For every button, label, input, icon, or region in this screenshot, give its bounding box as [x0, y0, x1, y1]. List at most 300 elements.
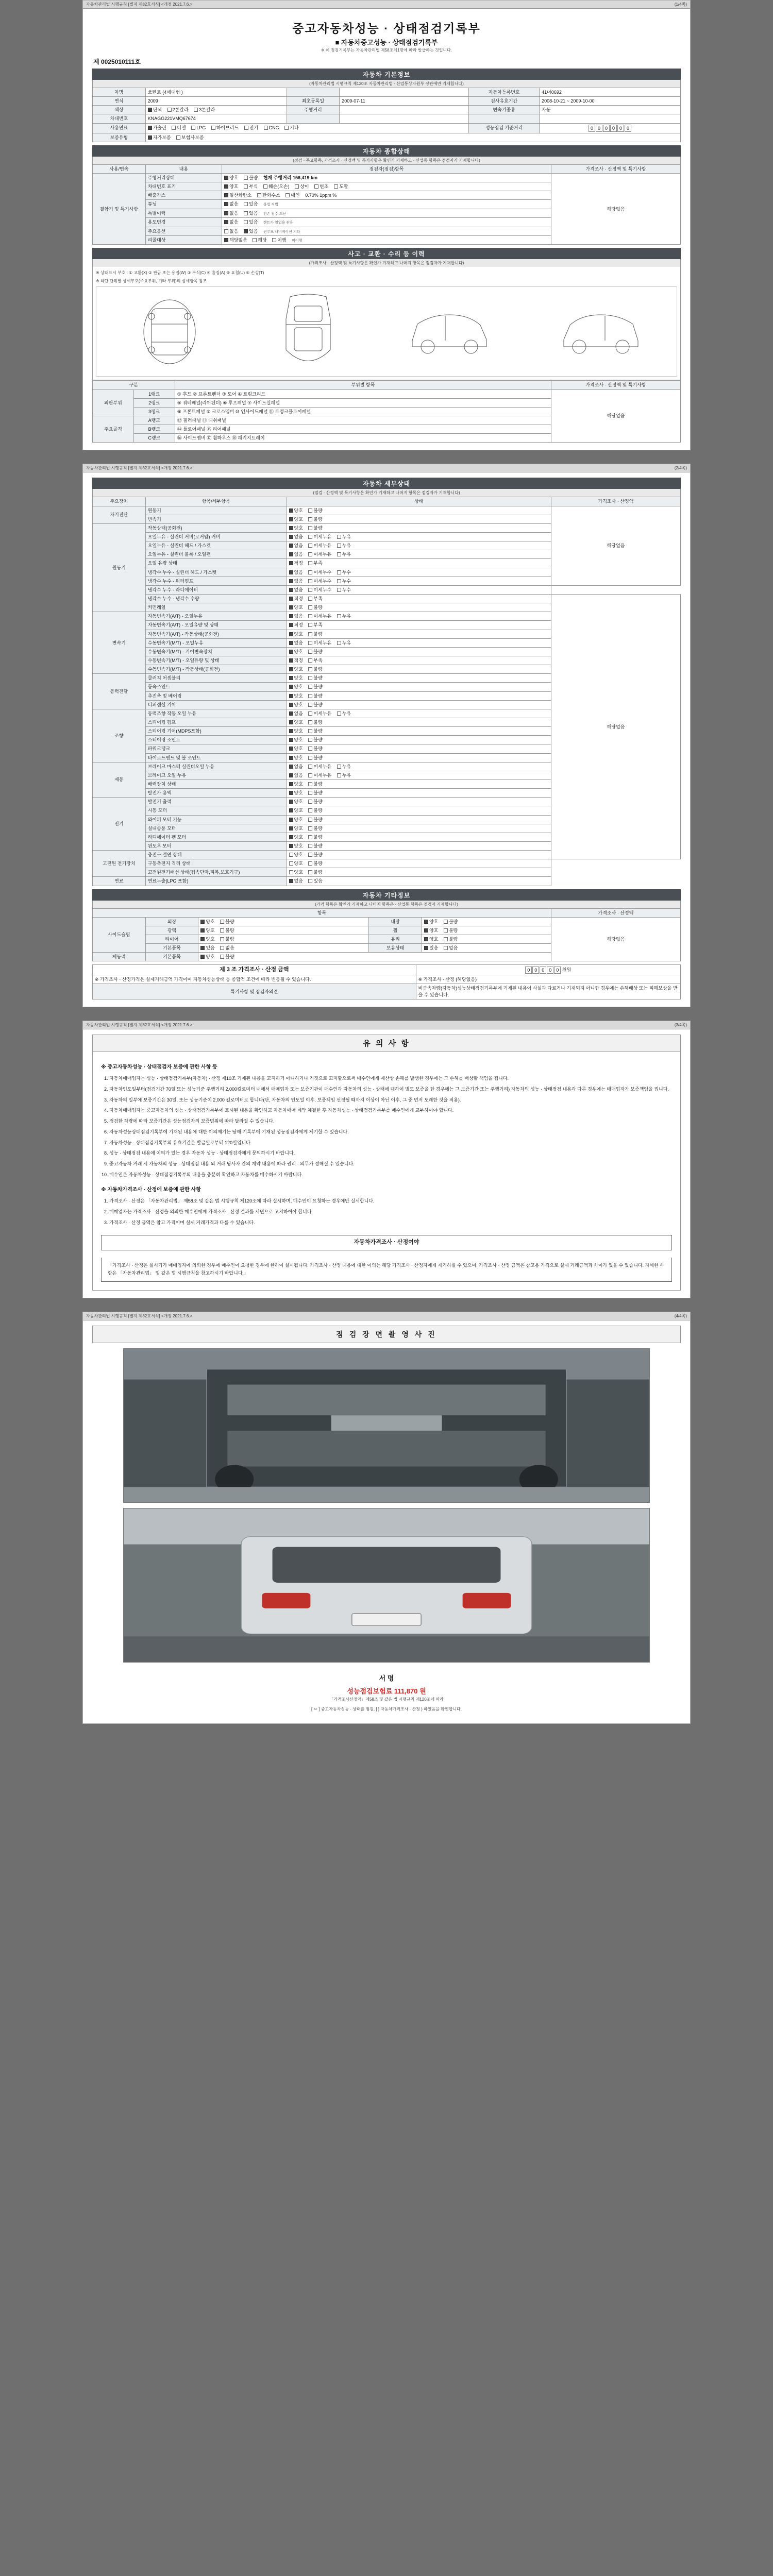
- opt-bad[interactable]: 불량: [308, 745, 322, 752]
- opt-good[interactable]: 양호: [200, 936, 214, 942]
- checkbox-icon: [289, 667, 293, 671]
- checkbox-icon: [308, 756, 312, 760]
- col-header-state: 상태: [287, 497, 551, 506]
- checkbox-icon: [308, 694, 312, 698]
- item-value-history: [222, 209, 551, 217]
- checkbox-icon: [337, 579, 341, 583]
- row-value-vin: KNAGG221VMQ67674: [145, 114, 287, 123]
- item-value-recall: [222, 236, 551, 245]
- opt-bad[interactable]: 불량: [308, 843, 322, 849]
- part-cat-exterior: 외판부위: [93, 389, 134, 416]
- checkbox-icon: [244, 202, 248, 206]
- opt-micro[interactable]: 미세누유: [308, 710, 331, 717]
- opt-bad[interactable]: 불량: [308, 799, 322, 805]
- car-side-right-svg: [560, 303, 642, 360]
- opt-leak[interactable]: 누유: [337, 534, 351, 540]
- checkbox-icon: [289, 658, 293, 663]
- digit-3: 0: [610, 125, 617, 132]
- color-option-three[interactable]: 3톤칼라: [194, 107, 215, 113]
- opt-micro[interactable]: 미세누유: [308, 640, 331, 646]
- opt-bad[interactable]: 불량: [220, 954, 234, 960]
- opt-differ[interactable]: 상이: [295, 183, 309, 190]
- checkbox-icon: [244, 220, 248, 224]
- accident-note: (가격조사 · 산정액 및 특기사항은 확인가 기재하고 나머지 항목은 점검자가 기재합니다): [92, 259, 681, 267]
- row-label-plate: 자동차등록번호: [469, 88, 540, 97]
- checkbox-icon: [289, 703, 293, 707]
- checkbox-icon: [308, 711, 312, 716]
- price-note-checkbox: ※ 가격조사 · 산정 (해당없음): [416, 975, 680, 984]
- opt-leak[interactable]: 누유: [337, 551, 351, 557]
- item-label-pt-2: 추진축 및 베어링: [145, 691, 287, 700]
- opt-good[interactable]: 양호: [289, 516, 303, 522]
- checkbox-icon: [337, 641, 341, 645]
- opt-bad[interactable]: 불량: [308, 834, 322, 840]
- checkbox-icon: [308, 685, 312, 689]
- checkbox-icon: [308, 650, 312, 654]
- row-label-firstreg: 최초등록일: [287, 97, 340, 106]
- opt-good[interactable]: 양호: [289, 790, 303, 796]
- fuel-option-electric[interactable]: 전기: [244, 125, 258, 131]
- item-label-el-1: 시동 모터: [145, 806, 287, 815]
- checkbox-icon: [289, 561, 293, 565]
- opt-ok[interactable]: 적정: [289, 560, 303, 566]
- item-state-st-4: [287, 744, 551, 753]
- opt-none[interactable]: 없음: [289, 534, 303, 540]
- warranty-option-insurance[interactable]: 보험사보증: [176, 134, 204, 141]
- opt-none[interactable]: 없음: [289, 587, 303, 593]
- opt-none[interactable]: 없음: [289, 551, 303, 557]
- checkbox-icon: [289, 800, 293, 804]
- opt-na[interactable]: 해당없음: [224, 237, 247, 243]
- checkbox-icon: [337, 552, 341, 556]
- fee-line: [92, 1684, 681, 1697]
- opt-hc[interactable]: 탄화수소: [257, 192, 280, 198]
- opt-low[interactable]: 부족: [308, 560, 322, 566]
- opt-bad[interactable]: 불량: [308, 675, 322, 681]
- checkbox-icon: [308, 605, 312, 609]
- item-label-el-5: 윈도우 모터: [145, 841, 287, 850]
- checkbox-icon: [253, 238, 257, 242]
- opt-bad[interactable]: 불량: [308, 604, 322, 611]
- warranty-option-self[interactable]: 자가보증: [148, 134, 171, 141]
- opt-good[interactable]: 양호: [289, 649, 303, 655]
- table-row: [93, 984, 681, 999]
- item-label-fu-0: 연료누출(LPG 포함): [145, 877, 287, 886]
- opt-good[interactable]: 양호: [289, 834, 303, 840]
- opt-none[interactable]: 없음: [444, 945, 458, 951]
- item-state-br-1: [287, 771, 551, 779]
- opt-co[interactable]: 일산화탄소: [224, 192, 251, 198]
- accident-price-note: 해당없음: [551, 389, 680, 443]
- part-items-rankc: ⑯ 사이드멤버 ⑰ 휠하우스 ⑱ 패키지트레이: [175, 434, 551, 443]
- checkbox-icon: [244, 176, 248, 180]
- opt-micro[interactable]: 미세누유: [308, 613, 331, 619]
- opt-bad[interactable]: 불량: [308, 719, 322, 725]
- checkbox-icon: [220, 937, 224, 941]
- opt-yes[interactable]: 있음: [244, 201, 258, 207]
- table-row: [93, 106, 681, 114]
- opt-good[interactable]: 양호: [289, 843, 303, 849]
- opt-bad[interactable]: 불량: [308, 825, 322, 832]
- item-value-options: [222, 227, 551, 235]
- opt-bad[interactable]: 불량: [308, 781, 322, 787]
- opt-low[interactable]: 부족: [308, 657, 322, 664]
- etc-label-0b: 내장: [369, 917, 422, 926]
- opt-good[interactable]: 양호: [289, 799, 303, 805]
- opt-leak[interactable]: 누유: [337, 640, 351, 646]
- opt-good[interactable]: 양호: [289, 507, 303, 514]
- checkbox-icon: [308, 570, 312, 574]
- opt-good[interactable]: 양호: [289, 807, 303, 814]
- opt-yes[interactable]: 있음: [244, 228, 258, 234]
- price-table: [92, 964, 681, 999]
- opt-leak[interactable]: 누유: [337, 710, 351, 717]
- checkbox-icon: [289, 818, 293, 822]
- opt-none[interactable]: 없음: [289, 543, 303, 549]
- opt-good[interactable]: 양호: [224, 183, 238, 190]
- checkbox-icon: [308, 853, 312, 857]
- checkbox-icon: [289, 808, 293, 812]
- item-state-tr-3: [287, 638, 551, 647]
- list-item: 9. 중고자동차 거래 시 자동차의 성능 · 상태점검 내용 외 거래 당사자 간의 계약 내용에 따라 권리 · 의무가 정해질 수 있습니다.: [109, 1160, 672, 1168]
- opt-ok[interactable]: 적정: [289, 622, 303, 628]
- opt-bad[interactable]: 불량: [220, 927, 234, 934]
- car-top-view: [277, 291, 339, 373]
- detail-note: (점검 · 산정액 및 특기사항은 확인가 기재하고 나머지 항목은 점검자가 기재합니다): [92, 489, 681, 497]
- opt-bad[interactable]: 불량: [244, 175, 258, 181]
- etc-price-note: 해당없음: [551, 917, 680, 961]
- checkbox-icon: [424, 928, 428, 933]
- opt-leak[interactable]: 누수: [337, 569, 351, 575]
- checkbox-icon: [308, 800, 312, 804]
- opt-none[interactable]: 없음: [289, 764, 303, 770]
- list-item: 3. 가격조사 · 산정 금액은 참고 가격이며 실제 거래가격과 다를 수 있습니다.: [109, 1219, 672, 1227]
- table-row: [93, 123, 681, 133]
- page-4: [82, 1312, 691, 1724]
- opt-bad[interactable]: 불량: [308, 728, 322, 734]
- opt-good[interactable]: 양호: [424, 919, 438, 925]
- part-rank-1: 1랭크: [133, 389, 175, 398]
- opt-erased[interactable]: 도말: [334, 183, 348, 190]
- opt-low[interactable]: 부족: [308, 622, 322, 628]
- opt-good[interactable]: 양호: [289, 719, 303, 725]
- opt-good[interactable]: 양호: [289, 702, 303, 708]
- opt-none[interactable]: 없음: [224, 210, 238, 216]
- item-label-tr-5: 수동변속기(M/T) - 오일유량 및 상태: [145, 656, 287, 665]
- item-state-pt-3: [287, 700, 551, 709]
- opt-micro[interactable]: 미세누수: [308, 569, 331, 575]
- opt-corrosion[interactable]: 부식: [244, 183, 258, 190]
- col-header-etc-items: 항목: [93, 908, 551, 917]
- opt-bad[interactable]: 불량: [308, 525, 322, 531]
- price-title: 제 3 조 가격조사 · 산정 금액: [93, 965, 416, 975]
- opt-yes[interactable]: 있음: [244, 219, 258, 225]
- document-subtitle: ■ 자동차중고성능 · 상태점검기록부: [335, 39, 438, 46]
- opt-good[interactable]: 양호: [289, 604, 303, 611]
- photos-title: 점 검 장 면 촬 영 사 진: [92, 1326, 681, 1343]
- opt-yes[interactable]: 있음: [308, 878, 322, 884]
- opt-good[interactable]: 양호: [289, 525, 303, 531]
- opt-good[interactable]: 양호: [289, 745, 303, 752]
- opt-good[interactable]: 양호: [289, 631, 303, 637]
- checkbox-icon: [257, 193, 261, 197]
- disclaimer-text: 「가격조사 · 산정은 실시기가 매매업자에 의뢰한 경우에 매수인이 요청한 경우에 한하여 실시됩니다. 가격조사 · 산정 내용에 대한 이의는 해당 가격조사 · 산정자에게 제기하실 수 있으며, 가격조사 · 산정 금액은 참고용 가격으로 실제 거래금액과 차이가 있을 수 있습니다. 자세한 사항은 「자동차관리법」 및 같은 법 시행규칙을 참고하시기 바랍니다.」: [101, 1258, 672, 1282]
- opt-good[interactable]: 양호: [200, 954, 214, 960]
- opt-leak[interactable]: 누수: [337, 587, 351, 593]
- checkbox-icon: [308, 614, 312, 618]
- item-label-eng-2: 오일누유 - 실린더 헤드 / 가스켓: [145, 541, 287, 550]
- color-option-two[interactable]: 2톤칼라: [167, 107, 189, 113]
- table-row: [93, 173, 681, 182]
- opt-leak[interactable]: 누유: [337, 764, 351, 770]
- item-state-sd-engine: [287, 506, 551, 515]
- opt-micro[interactable]: 미세누유: [308, 772, 331, 778]
- opt-bad[interactable]: 불량: [308, 693, 322, 699]
- etc-value-2: [198, 935, 369, 944]
- opt-good[interactable]: 양호: [289, 675, 303, 681]
- opt-micro[interactable]: 미세누수: [308, 578, 331, 584]
- checkbox-icon: [289, 782, 293, 786]
- item-label-usechange: 용도변경: [145, 218, 222, 227]
- etc-value-1b: [422, 926, 551, 935]
- opt-good[interactable]: 양호: [289, 852, 303, 858]
- opt-micro[interactable]: 미세누수: [308, 587, 331, 593]
- row-value-warranty: [145, 133, 680, 142]
- item-state-eng-9: [287, 603, 551, 612]
- item-label-eng-3: 오일누유 - 실린더 블록 / 오일팬: [145, 550, 287, 559]
- fuel-option-etc[interactable]: 기타: [284, 125, 298, 131]
- opt-good[interactable]: 양호: [289, 825, 303, 832]
- detail-band: 자동차 세부상태: [92, 478, 681, 489]
- item-state-el-3: [287, 824, 551, 833]
- overall-price-note: 해당없음: [551, 173, 680, 245]
- opt-none[interactable]: 없음: [289, 878, 303, 884]
- checkbox-icon: [308, 879, 312, 883]
- opt-micro[interactable]: 미세누유: [308, 543, 331, 549]
- opt-good[interactable]: 양호: [289, 860, 303, 867]
- col-header-part-price: 가격조사 · 산정액 및 특기사항: [551, 381, 680, 389]
- opt-done[interactable]: 이행: [272, 237, 286, 243]
- list-item: 2. 자동차인도일부터(점검기간 70일 또는 성능기준 주행거리 2,000킬로미터 내에서 매매업자 또는 보증기관이 매수인과 자동차의 성능 · 상태에 대하여 별도 보증을 한 경우에는 그 보증기간 또는 주행거리) 자동차의 성능 · 상태점검 내용과 다른 경우에는 매매업자가 보증책임을 집니다.: [109, 1086, 672, 1094]
- col-header-etc-price: 가격조사 · 산정액: [551, 908, 680, 917]
- table-row: [93, 88, 681, 97]
- item-label-recall: 리콜대상: [145, 236, 222, 245]
- checkbox-icon: [289, 720, 293, 724]
- opt-micro[interactable]: 미세누유: [308, 534, 331, 540]
- checkbox-icon: [167, 108, 172, 112]
- checkbox-icon: [289, 853, 293, 857]
- opt-none[interactable]: 없음: [224, 201, 238, 207]
- item-label-emission: 배출가스: [145, 191, 222, 200]
- options-extra: 썬루프 내비게이션 기타: [263, 230, 300, 234]
- detail-table: [92, 497, 681, 886]
- opt-bad[interactable]: 불량: [444, 927, 458, 934]
- opt-applicable[interactable]: 해당: [253, 237, 266, 243]
- opt-good[interactable]: 양호: [289, 693, 303, 699]
- digit-0: 0: [589, 125, 595, 132]
- opt-altered[interactable]: 변조: [314, 183, 328, 190]
- table-row: [93, 585, 681, 594]
- etc-cat-sideslip: 사이드슬립: [93, 917, 146, 953]
- opt-good[interactable]: 양호: [424, 927, 438, 934]
- opt-bad[interactable]: 불량: [308, 755, 322, 761]
- opt-bad[interactable]: 불량: [308, 702, 322, 708]
- item-state-el-4: [287, 833, 551, 841]
- checkbox-icon: [424, 937, 428, 941]
- page-3-strip: [83, 1021, 690, 1029]
- table-row: [93, 506, 681, 515]
- row-label-blank2: [287, 114, 340, 123]
- opt-good[interactable]: 양호: [289, 869, 303, 875]
- basic-info-table: [92, 88, 681, 142]
- form-reference-3: 자동차관리법 시행규칙 [별지 제82호서식] <개정 2021.7.6.>: [86, 1022, 193, 1027]
- fuel-option-cng[interactable]: CNG: [264, 125, 279, 131]
- opt-bad[interactable]: 불량: [444, 936, 458, 942]
- item-state-br-3: [287, 789, 551, 798]
- opt-bad[interactable]: 불량: [308, 852, 322, 858]
- checkbox-icon: [289, 509, 293, 513]
- item-label-vin-mark: 차대번호 표기: [145, 182, 222, 191]
- opt-none[interactable]: 없음: [224, 219, 238, 225]
- overall-band: 자동차 종합상태: [92, 145, 681, 157]
- item-state-eng-2: [287, 541, 551, 550]
- opt-yes[interactable]: 있음: [424, 945, 438, 951]
- opt-none[interactable]: 없음: [289, 710, 303, 717]
- opt-bad[interactable]: 불량: [444, 919, 458, 925]
- opt-bad[interactable]: 불량: [308, 684, 322, 690]
- col-header-part-group: 구분: [93, 381, 175, 389]
- opt-good[interactable]: 양호: [200, 919, 214, 925]
- opt-none[interactable]: 없음: [289, 569, 303, 575]
- item-label-st-1: 스티어링 펌프: [145, 718, 287, 726]
- row-value-carname: 쏘렌토 (4세대형 ): [145, 88, 287, 97]
- fuel-option-lpg[interactable]: LPG: [191, 125, 206, 131]
- opt-yes[interactable]: 있음: [244, 210, 258, 216]
- opt-smoke[interactable]: 매연: [285, 192, 299, 198]
- opt-bad[interactable]: 불량: [308, 869, 322, 875]
- item-label-hv-2: 고전원전기배선 상태(접속단자,피복,보호기구): [145, 868, 287, 877]
- opt-bad[interactable]: 불량: [308, 817, 322, 823]
- fuel-option-gasoline[interactable]: 가솔린: [148, 125, 166, 131]
- opt-micro[interactable]: 미세누유: [308, 764, 331, 770]
- group-label-hv: 고전원 전기장치: [93, 851, 146, 877]
- color-option-single[interactable]: 단색: [148, 107, 162, 113]
- checkbox-icon: [308, 561, 312, 565]
- opt-bad[interactable]: 불량: [308, 807, 322, 814]
- opt-bad[interactable]: 불량: [308, 516, 322, 522]
- item-state-st-3: [287, 736, 551, 744]
- opt-good[interactable]: 양호: [289, 737, 303, 743]
- underbody-illustration: [124, 1349, 649, 1502]
- item-value-usechange: [222, 218, 551, 227]
- col-header-detail-price: 가격조사 · 산정액: [551, 497, 680, 506]
- fuel-option-diesel[interactable]: 디젤: [172, 125, 186, 131]
- opt-bad[interactable]: 불량: [308, 790, 322, 796]
- opt-leak[interactable]: 누유: [337, 543, 351, 549]
- checkbox-icon: [337, 544, 341, 548]
- opt-good[interactable]: 양호: [289, 666, 303, 672]
- opt-none[interactable]: 없음: [289, 613, 303, 619]
- list-item: 1. 가격조사 · 산정은 「자동차관리법」 제58조 및 같은 법 시행규칙 제120조에 따라 실시하며, 매수인이 요청하는 경우에만 실시합니다.: [109, 1197, 672, 1206]
- car-front-view: [131, 293, 208, 370]
- etc-label-2b: 유리: [369, 935, 422, 944]
- opt-none[interactable]: 없음: [224, 228, 238, 234]
- opt-bad[interactable]: 불량: [308, 666, 322, 672]
- opt-micro[interactable]: 미세누유: [308, 551, 331, 557]
- opt-bad[interactable]: 불량: [308, 860, 322, 867]
- opt-none[interactable]: 없음: [289, 772, 303, 778]
- opt-ok[interactable]: 적정: [289, 657, 303, 664]
- opt-none[interactable]: 없음: [220, 945, 234, 951]
- table-header-row: [93, 381, 681, 389]
- opt-good[interactable]: 양호: [289, 755, 303, 761]
- opt-bad[interactable]: 불량: [308, 507, 322, 514]
- opt-good[interactable]: 양호: [200, 927, 214, 934]
- etc-value-3: [198, 944, 369, 953]
- opt-bad[interactable]: 불량: [308, 649, 322, 655]
- opt-leak[interactable]: 누수: [337, 578, 351, 584]
- item-label-br-2: 배력장치 상태: [145, 779, 287, 788]
- checkbox-icon: [337, 773, 341, 777]
- opt-good[interactable]: 양호: [289, 781, 303, 787]
- opt-good[interactable]: 양호: [289, 684, 303, 690]
- opt-good[interactable]: 양호: [289, 817, 303, 823]
- item-state-eng-3: [287, 550, 551, 559]
- opt-bad[interactable]: 불량: [308, 737, 322, 743]
- checkbox-icon: [284, 126, 289, 130]
- opt-good[interactable]: 양호: [289, 728, 303, 734]
- checkbox-icon: [308, 544, 312, 548]
- accident-band: 사고 · 교환 · 수리 등 이력: [92, 248, 681, 259]
- opt-bad[interactable]: 불량: [220, 919, 234, 925]
- opt-bad[interactable]: 불량: [220, 936, 234, 942]
- fuel-option-hybrid[interactable]: 하이브리드: [211, 125, 239, 131]
- item-state-st-1: [287, 718, 551, 726]
- opt-leak[interactable]: 누유: [337, 613, 351, 619]
- checkbox-icon: [224, 184, 228, 189]
- row-value-fuel: [145, 123, 469, 133]
- form-reference-4: 자동차관리법 시행규칙 [별지 제82호서식] <개정 2021.7.6.>: [86, 1314, 193, 1319]
- opt-leak[interactable]: 누유: [337, 772, 351, 778]
- item-value-emission: [222, 191, 551, 200]
- row-label-blank3: [469, 114, 540, 123]
- opt-none[interactable]: 없음: [289, 640, 303, 646]
- opt-none[interactable]: 없음: [289, 578, 303, 584]
- opt-damage[interactable]: 훼손(오손): [263, 183, 290, 190]
- checkbox-icon: [289, 597, 293, 601]
- opt-good[interactable]: 양호: [224, 175, 238, 181]
- row-value-digits: [540, 123, 681, 133]
- car-diagram: [96, 286, 677, 377]
- item-state-el-0: [287, 798, 551, 806]
- item-state-eng-4: [287, 559, 551, 568]
- checkbox-icon: [308, 835, 312, 839]
- opt-low[interactable]: 부족: [308, 596, 322, 602]
- footer-note-1: 「가격조사산정액」제58조 및 같은 법 시행규칙 제120조에 따라: [329, 1697, 444, 1702]
- page-2-strip: [83, 464, 690, 472]
- opt-bad[interactable]: 불량: [308, 631, 322, 637]
- checkbox-icon: [308, 720, 312, 724]
- fee-value: 111,870: [394, 1687, 418, 1696]
- checkbox-icon: [308, 509, 312, 513]
- checkbox-icon: [224, 176, 228, 180]
- detail-price-1: 해당없음: [551, 506, 680, 585]
- opt-ok[interactable]: 적정: [289, 596, 303, 602]
- item-label-tr-0: 자동변속기(A/T) - 오일누유: [145, 612, 287, 621]
- table-row: [93, 133, 681, 142]
- opt-good[interactable]: 양호: [424, 936, 438, 942]
- opt-yes[interactable]: 있음: [200, 945, 214, 951]
